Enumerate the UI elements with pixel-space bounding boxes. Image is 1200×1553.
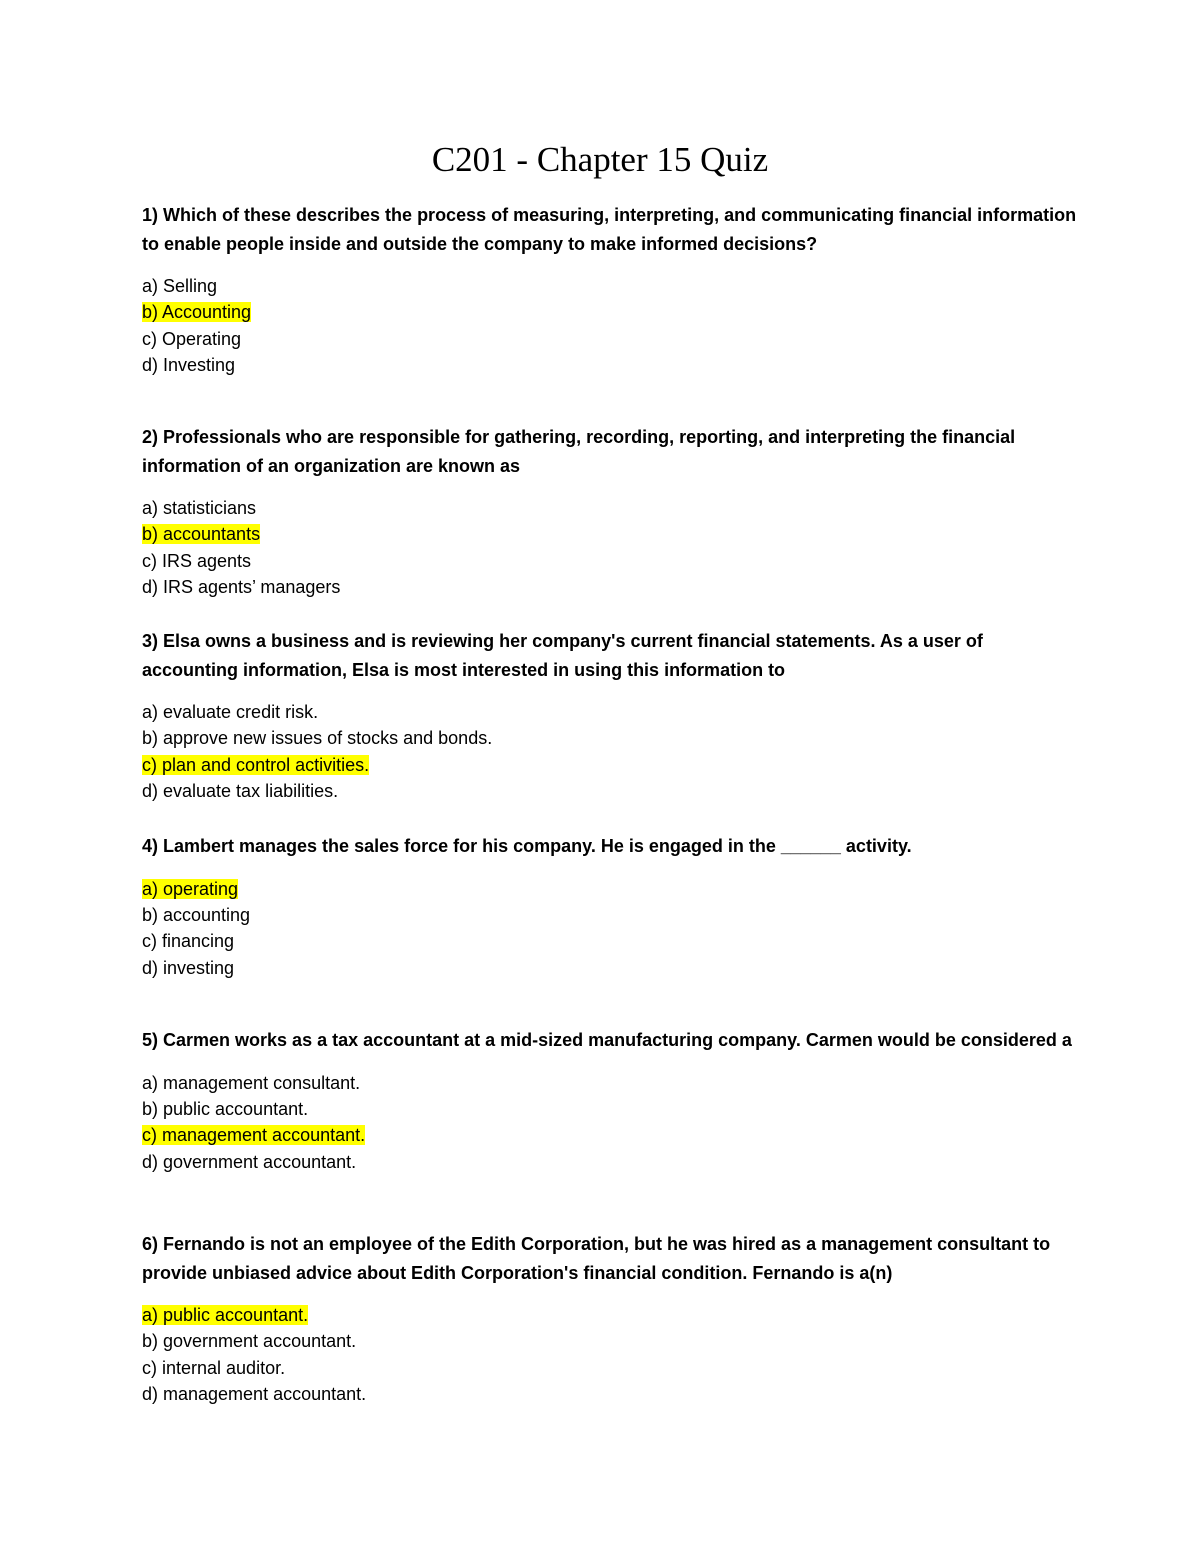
answer-option-highlighted bbox=[142, 752, 1077, 778]
answer-option bbox=[142, 326, 1077, 352]
answer-option-text: c) plan and control activities. bbox=[142, 754, 370, 775]
answer-option-text: b) Accounting bbox=[142, 302, 252, 323]
answer-option-text: b) government accountant. bbox=[142, 1331, 357, 1352]
question-3 bbox=[142, 627, 1077, 805]
answer-options bbox=[142, 699, 1077, 805]
question-stem: 6) Fernando is not an employee of the Edith Corporation, but he was hired as a management consultant to provide unbiased advice about Edith Corporation's financial condition. Fernando is a(n) bbox=[142, 1234, 1051, 1283]
answer-option-text: a) statisticians bbox=[142, 498, 257, 518]
question-1 bbox=[142, 201, 1077, 379]
answer-option-text: d) investing bbox=[142, 957, 235, 978]
answer-option-highlighted bbox=[142, 1122, 1077, 1148]
answer-option-text: c) Operating bbox=[142, 328, 242, 349]
answer-option-highlighted bbox=[142, 1302, 1077, 1328]
answer-option-text: a) public accountant. bbox=[142, 1305, 309, 1325]
answer-option bbox=[142, 1149, 1077, 1175]
answer-option bbox=[142, 902, 1077, 928]
answer-option-text: b) approve new issues of stocks and bonds. bbox=[142, 728, 493, 749]
answer-options bbox=[142, 1070, 1077, 1176]
question-stem: 4) Lambert manages the sales force for his company. He is engaged in the ______ activity. bbox=[142, 836, 912, 856]
answer-option-text: a) evaluate credit risk. bbox=[142, 702, 319, 722]
answer-option-text: c) financing bbox=[142, 931, 235, 952]
answer-option bbox=[142, 928, 1077, 954]
answer-option-text: a) management consultant. bbox=[142, 1072, 361, 1093]
answer-option-text: a) Selling bbox=[142, 276, 218, 296]
answer-option-highlighted bbox=[142, 521, 1077, 547]
answer-option-text: d) evaluate tax liabilities. bbox=[142, 781, 339, 802]
answer-option bbox=[142, 352, 1077, 378]
question-stem: 5) Carmen works as a tax accountant at a mid-sized manufacturing company. Carmen would be considered a bbox=[142, 1030, 1072, 1050]
question-6 bbox=[142, 1230, 1077, 1408]
answer-option-text: d) Investing bbox=[142, 355, 236, 376]
answer-options bbox=[142, 495, 1077, 601]
answer-option-highlighted bbox=[142, 876, 1077, 902]
answer-option-text: d) management accountant. bbox=[142, 1384, 367, 1405]
answer-option-text: d) government accountant. bbox=[142, 1151, 357, 1172]
answer-options bbox=[142, 1302, 1077, 1408]
answer-option-text: d) IRS agents’ managers bbox=[142, 577, 341, 598]
answer-option bbox=[142, 699, 1077, 725]
answer-option bbox=[142, 273, 1077, 299]
answer-option-highlighted bbox=[142, 299, 1077, 325]
answer-option bbox=[142, 1070, 1077, 1096]
answer-option-text: b) accounting bbox=[142, 904, 251, 925]
answer-option bbox=[142, 574, 1077, 600]
answer-options bbox=[142, 273, 1077, 379]
answer-option bbox=[142, 1355, 1077, 1381]
answer-option bbox=[142, 725, 1077, 751]
answer-option-text: b) public accountant. bbox=[142, 1098, 309, 1119]
question-stem: 3) Elsa owns a business and is reviewing her company's current financial statements. As a user of accounting information, Elsa is most interested in using this information to bbox=[142, 631, 983, 680]
answer-options bbox=[142, 876, 1077, 982]
answer-option-text: c) management accountant. bbox=[142, 1125, 366, 1146]
question-stem: 1) Which of these describes the process of measuring, interpreting, and communicating financial information to enable people inside and outside the company to make informed decisions? bbox=[142, 205, 1077, 254]
answer-option-text: b) accountants bbox=[142, 524, 261, 545]
question-2 bbox=[142, 423, 1077, 601]
answer-option-text: a) operating bbox=[142, 878, 239, 899]
answer-option bbox=[142, 495, 1077, 521]
document-title: C201 - Chapter 15 Quiz bbox=[431, 140, 769, 179]
answer-option-text: c) IRS agents bbox=[142, 550, 252, 571]
answer-option bbox=[142, 1328, 1077, 1354]
answer-option bbox=[142, 1096, 1077, 1122]
answer-option bbox=[142, 1381, 1077, 1407]
answer-option bbox=[142, 955, 1077, 981]
answer-option bbox=[142, 548, 1077, 574]
answer-option bbox=[142, 778, 1077, 804]
question-4 bbox=[142, 832, 1077, 981]
answer-option-text: c) internal auditor. bbox=[142, 1357, 286, 1378]
question-stem: 2) Professionals who are responsible for gathering, recording, reporting, and interpreting the financial information of an organization are known as bbox=[142, 427, 1016, 476]
question-5 bbox=[142, 1026, 1077, 1175]
